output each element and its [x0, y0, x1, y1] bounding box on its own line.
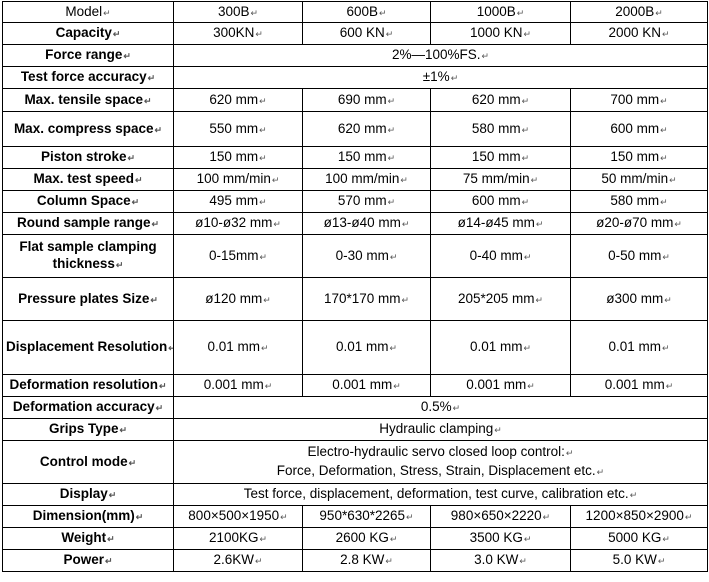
row-value-cell: 580 mm ↵ [571, 191, 708, 213]
row-label: Test force accuracy ↵ [3, 67, 174, 89]
row-label: Pressure plates Size ↵ [3, 278, 174, 321]
row-value-cell: 600 mm ↵ [571, 112, 708, 147]
row-label: Round sample range ↵ [3, 213, 174, 235]
row-value-cell: 0-15mm ↵ [174, 235, 303, 278]
header-cell-model: Model ↵ [3, 2, 174, 23]
row-value-cell: 620 mm ↵ [431, 89, 571, 112]
row-span-cell: Hydraulic clamping ↵ [174, 419, 708, 441]
row-value-cell: 5000 KG ↵ [571, 528, 708, 550]
row-value-cell: 205*205 mm ↵ [431, 278, 571, 321]
row-value-cell: 0.01 mm ↵ [174, 321, 303, 375]
row-value-cell: 600 KN ↵ [303, 23, 431, 45]
row-value-cell: 50 mm/min ↵ [571, 169, 708, 191]
row-span-cell: ±1% ↵ [174, 67, 708, 89]
row-span-cell: 0.5% ↵ [174, 397, 708, 419]
span-line: Force, Deformation, Stress, Strain, Displacement etc. ↵ [177, 462, 704, 481]
table-row [3, 397, 708, 419]
row-value-cell: 2000 KN ↵ [571, 23, 708, 45]
table-row [3, 528, 708, 550]
row-value-cell: ø20-ø70 mm ↵ [571, 213, 708, 235]
span-line: Electro-hydraulic servo closed loop control: ↵ [177, 443, 704, 462]
row-value-cell: 150 mm ↵ [174, 147, 303, 169]
row-label: Weight ↵ [3, 528, 174, 550]
row-label: Force range ↵ [3, 45, 174, 67]
row-value-cell: 3500 KG ↵ [431, 528, 571, 550]
row-value-cell: 495 mm ↵ [174, 191, 303, 213]
row-label: Max. test speed ↵ [3, 169, 174, 191]
row-label: Deformation accuracy ↵ [3, 397, 174, 419]
row-value-cell: 2.8 KW ↵ [303, 550, 431, 572]
row-value-cell: ø14-ø45 mm ↵ [431, 213, 571, 235]
row-value-cell: 600 mm ↵ [431, 191, 571, 213]
table-row [3, 506, 708, 528]
row-value-cell: 170*170 mm ↵ [303, 278, 431, 321]
row-value-cell: 0.01 mm ↵ [571, 321, 708, 375]
row-span-cell: 2%—100%FS. ↵ [174, 45, 708, 67]
header-cell-600b: 600B ↵ [303, 2, 431, 23]
row-value-cell: ø120 mm ↵ [174, 278, 303, 321]
table-row [3, 213, 708, 235]
row-value-cell: ø300 mm ↵ [571, 278, 708, 321]
table-row [3, 278, 708, 321]
row-value-cell: 0-40 mm ↵ [431, 235, 571, 278]
row-value-cell: 5.0 KW ↵ [571, 550, 708, 572]
header-cell-2000b: 2000B ↵ [571, 2, 708, 23]
table-row [3, 484, 708, 506]
table-row [3, 147, 708, 169]
row-value-cell: 0.01 mm ↵ [303, 321, 431, 375]
row-value-cell: 800×500×1950 ↵ [174, 506, 303, 528]
row-label: Power ↵ [3, 550, 174, 572]
row-span-cell [174, 441, 708, 484]
row-label: Column Space ↵ [3, 191, 174, 213]
row-value-cell: 0.001 mm ↵ [303, 375, 431, 397]
row-value-cell: 980×650×2220 ↵ [431, 506, 571, 528]
row-value-cell: 0-50 mm ↵ [571, 235, 708, 278]
row-value-cell: 620 mm ↵ [174, 89, 303, 112]
row-value-cell: 150 mm ↵ [571, 147, 708, 169]
row-value-cell: 580 mm ↵ [431, 112, 571, 147]
table-row [3, 191, 708, 213]
row-label: Deformation resolution ↵ [3, 375, 174, 397]
row-value-cell: 3.0 KW ↵ [431, 550, 571, 572]
table-row [3, 550, 708, 572]
table-row [3, 45, 708, 67]
row-label: Capacity ↵ [3, 23, 174, 45]
row-value-cell: 1200×850×2900 ↵ [571, 506, 708, 528]
row-value-cell: 950*630*2265 ↵ [303, 506, 431, 528]
table-row [3, 89, 708, 112]
row-span-cell: Test force, displacement, deformation, test curve, calibration etc. ↵ [174, 484, 708, 506]
table-row [3, 112, 708, 147]
row-label: Flat sample clamping thickness ↵ [3, 235, 174, 278]
header-cell-300b: 300B ↵ [174, 2, 303, 23]
row-value-cell: 2600 KG ↵ [303, 528, 431, 550]
row-value-cell: ø10-ø32 mm ↵ [174, 213, 303, 235]
header-cell-1000b: 1000B ↵ [431, 2, 571, 23]
row-value-cell: 0-30 mm ↵ [303, 235, 431, 278]
row-value-cell: 150 mm ↵ [303, 147, 431, 169]
row-value-cell: 0.001 mm ↵ [571, 375, 708, 397]
spec-table-body [3, 2, 708, 572]
row-value-cell: 150 mm ↵ [431, 147, 571, 169]
row-value-cell: 75 mm/min ↵ [431, 169, 571, 191]
row-label: Max. compress space ↵ [3, 112, 174, 147]
row-label: Displacement Resolution ↵ [3, 321, 174, 375]
table-row [3, 235, 708, 278]
table-row [3, 441, 708, 484]
row-value-cell: 0.01 mm ↵ [431, 321, 571, 375]
row-value-cell: 0.001 mm ↵ [174, 375, 303, 397]
row-value-cell: 0.001 mm ↵ [431, 375, 571, 397]
row-value-cell: 300KN ↵ [174, 23, 303, 45]
row-label: Control mode ↵ [3, 441, 174, 484]
row-value-cell: 100 mm/min ↵ [303, 169, 431, 191]
row-value-cell: 550 mm ↵ [174, 112, 303, 147]
row-value-cell: 690 mm ↵ [303, 89, 431, 112]
row-value-cell: ø13-ø40 mm ↵ [303, 213, 431, 235]
row-value-cell: 2100KG ↵ [174, 528, 303, 550]
row-label: Grips Type ↵ [3, 419, 174, 441]
row-label: Piston stroke ↵ [3, 147, 174, 169]
spec-table [2, 1, 708, 572]
table-row [3, 321, 708, 375]
row-label: Dimension(mm) ↵ [3, 506, 174, 528]
table-row [3, 169, 708, 191]
row-value-cell: 700 mm ↵ [571, 89, 708, 112]
table-row [3, 67, 708, 89]
row-value-cell: 570 mm ↵ [303, 191, 431, 213]
header-row [3, 2, 708, 23]
table-row [3, 375, 708, 397]
table-row [3, 23, 708, 45]
table-row [3, 419, 708, 441]
row-value-cell: 1000 KN ↵ [431, 23, 571, 45]
row-value-cell: 100 mm/min ↵ [174, 169, 303, 191]
row-value-cell: 620 mm ↵ [303, 112, 431, 147]
row-value-cell: 2.6KW ↵ [174, 550, 303, 572]
row-label: Max. tensile space ↵ [3, 89, 174, 112]
row-label: Display ↵ [3, 484, 174, 506]
